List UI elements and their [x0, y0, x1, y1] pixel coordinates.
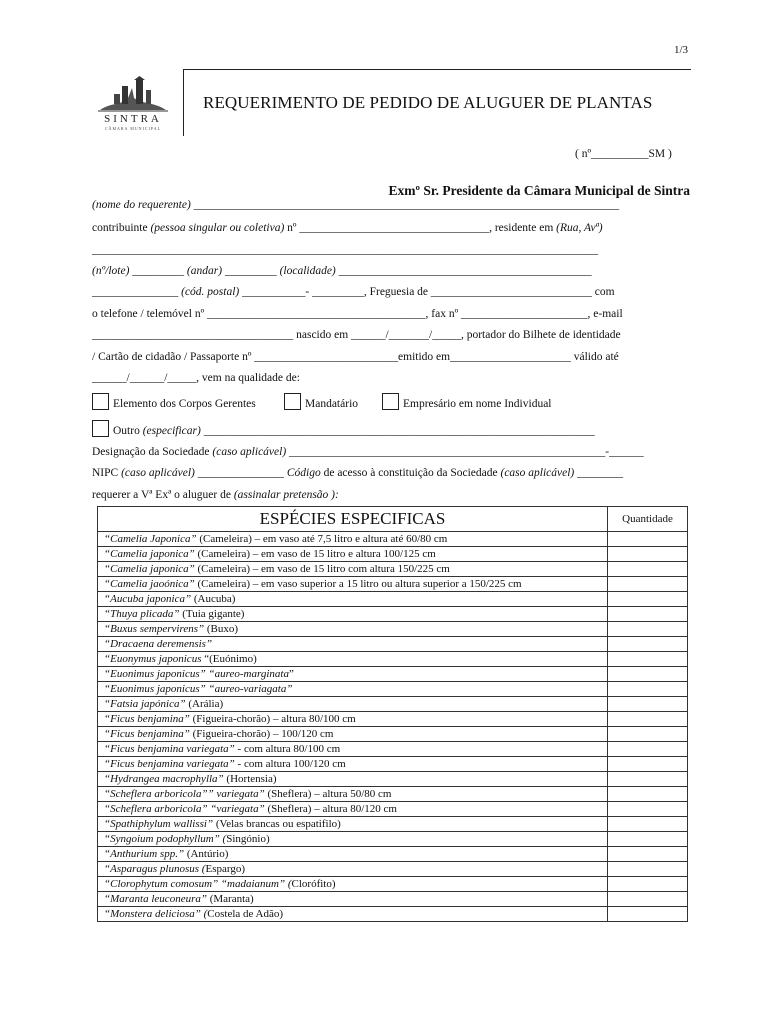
species-description: (Cameleira) – em vaso até 7,5 litro e altura até 60/80 cm — [196, 533, 448, 545]
logo-subtitle: CÂMARA MUNICIPAL — [104, 126, 162, 131]
species-cell — [98, 802, 608, 817]
table-row — [98, 727, 688, 742]
contribuinte-line[interactable] — [92, 222, 603, 234]
address-hint: (Rua, Avª) — [556, 222, 603, 234]
species-cell — [98, 757, 608, 772]
species-description: (Figueira-chorão) – altura 80/100 cm — [189, 713, 356, 725]
postal-freguesia-field[interactable]: ___________- _________, Freguesia de ____________________________ com — [239, 286, 615, 298]
species-name: “Euonymus japonicus — [104, 653, 202, 665]
species-name: “Thuya plicada” — [104, 608, 180, 620]
species-cell — [98, 787, 608, 802]
codigo-label: Código — [286, 467, 321, 479]
species-name: “Asparagus plunosus ( — [104, 863, 206, 875]
species-cell — [98, 832, 608, 847]
species-cell — [98, 847, 608, 862]
lote-field[interactable]: _________ — [129, 265, 187, 277]
quantity-cell[interactable] — [608, 787, 688, 802]
species-description: (Tuia gigante) — [179, 608, 245, 620]
quantity-cell[interactable] — [608, 577, 688, 592]
species-description: (Hortensia) — [223, 773, 277, 785]
codigo-field[interactable]: ________ — [574, 467, 624, 479]
quantity-cell[interactable] — [608, 607, 688, 622]
species-description: (Arália) — [185, 698, 224, 710]
species-name: “Dracaena deremensis” — [104, 638, 213, 650]
designacao-line[interactable] — [92, 446, 644, 458]
table-row — [98, 562, 688, 577]
quantity-cell[interactable] — [608, 877, 688, 892]
species-cell — [98, 742, 608, 757]
species-name: “Camelia japonica” — [104, 563, 195, 575]
species-cell — [98, 652, 608, 667]
quantity-header: Quantidade — [608, 507, 688, 532]
quantity-cell[interactable] — [608, 622, 688, 637]
species-table — [97, 506, 688, 922]
option-label: Mandatário — [305, 398, 359, 410]
table-row — [98, 697, 688, 712]
quantity-cell[interactable] — [608, 892, 688, 907]
table-row — [98, 832, 688, 847]
table-row — [98, 757, 688, 772]
id-document-line[interactable]: / Cartão de cidadão / Passaporte nº _________________________emitido em_____________________ válido até — [92, 351, 619, 363]
contribuinte-type: (pessoa singular ou coletiva) — [150, 222, 285, 234]
species-name: “Euonimus japonicus” “aureo-marginata — [104, 668, 289, 680]
species-cell — [98, 622, 608, 637]
checkbox[interactable] — [284, 393, 301, 410]
localidade-field[interactable]: ____________________________________________ — [335, 265, 592, 277]
quantity-cell[interactable] — [608, 802, 688, 817]
species-description: - com altura 80/100 cm — [234, 743, 341, 755]
species-cell — [98, 877, 608, 892]
species-cell — [98, 772, 608, 787]
species-name: “Clorophytum comosum” “madaianum” ( — [104, 878, 292, 890]
species-description: (Figueira-chorão) – 100/120 cm — [189, 728, 334, 740]
palace-logo-icon — [98, 76, 168, 114]
table-row — [98, 892, 688, 907]
phone-line[interactable]: o telefone / telemóvel nº ______________________________________, fax nº ______________________, e-mail — [92, 308, 623, 320]
localidade-label: (localidade) — [279, 265, 336, 277]
table-row — [98, 622, 688, 637]
species-name: “Scheflera arboricola”” variegata” — [104, 788, 265, 800]
species-description: (Antúrio) — [184, 848, 229, 860]
species-name: “Anthurium spp.” — [104, 848, 185, 860]
request-hint: (assinalar pretensão ): — [233, 489, 339, 501]
species-name: “Camelia Japonica” — [104, 533, 197, 545]
species-cell — [98, 817, 608, 832]
codigo-hint: (caso aplicável) — [500, 467, 575, 479]
quantity-cell[interactable] — [608, 652, 688, 667]
species-name: “Ficus benjamina” — [104, 713, 190, 725]
species-cell — [98, 547, 608, 562]
table-row — [98, 532, 688, 547]
checkbox[interactable] — [92, 420, 109, 437]
species-name: “Buxus sempervirens” — [104, 623, 205, 635]
species-description: (Sheflera) – altura 80/120 cm — [264, 803, 397, 815]
quantity-cell[interactable] — [608, 847, 688, 862]
species-cell — [98, 607, 608, 622]
quantity-cell[interactable] — [608, 817, 688, 832]
option-outro[interactable] — [92, 420, 595, 437]
requerente-label: (nome do requerente) — [92, 199, 191, 211]
postal-label: (cód. postal) — [181, 286, 240, 298]
table-row — [98, 637, 688, 652]
species-description: Singónio) — [226, 833, 270, 845]
address-line[interactable]: ________________________________________________________________________________________ — [92, 244, 598, 256]
quantity-cell[interactable] — [608, 907, 688, 922]
contribuinte-label: contribuinte — [92, 222, 151, 234]
species-name: “Hydrangea macrophylla” — [104, 773, 224, 785]
option-label: Empresário em nome Individual — [403, 398, 552, 410]
table-row — [98, 847, 688, 862]
quantity-cell[interactable] — [608, 682, 688, 697]
species-cell — [98, 697, 608, 712]
quantity-cell[interactable] — [608, 697, 688, 712]
designacao-field[interactable]: _______________________________________________________-______ — [286, 446, 644, 458]
quantity-cell[interactable] — [608, 637, 688, 652]
quantity-cell[interactable] — [608, 592, 688, 607]
addressee: Exmº Sr. Presidente da Câmara Municipal de Sintra — [388, 183, 690, 198]
contribuinte-field[interactable]: nº _________________________________, residente em — [284, 222, 557, 234]
species-description: Clorófito) — [291, 878, 336, 890]
species-description: - com altura 100/120 cm — [234, 758, 346, 770]
species-description: (Cameleira) – em vaso superior a 15 litro ou altura superior a 150/225 cm — [194, 578, 522, 590]
species-description: (Sheflera) – altura 50/80 cm — [264, 788, 392, 800]
birth-line[interactable]: ___________________________________ nascido em ______/_______/_____, portador do Bilhete de identidade — [92, 329, 621, 341]
species-description: “(Euónimo) — [201, 653, 257, 665]
table-row — [98, 802, 688, 817]
species-name: “Euonimus japonicus” “aureo-variagata” — [104, 683, 293, 695]
species-name: “Ficus benjamina” — [104, 728, 190, 740]
species-header: ESPÉCIES ESPECIFICAS — [98, 507, 608, 532]
option-empresario[interactable] — [382, 393, 552, 410]
table-row — [98, 592, 688, 607]
request-text: requerer a Vª Exª o aluguer de — [92, 489, 234, 501]
species-description: Espargo) — [205, 863, 245, 875]
species-name: “Fatsia japónica” — [104, 698, 186, 710]
table-row — [98, 547, 688, 562]
species-cell — [98, 727, 608, 742]
species-cell — [98, 592, 608, 607]
species-cell — [98, 682, 608, 697]
table-row — [98, 607, 688, 622]
table-row — [98, 907, 688, 922]
quantity-cell[interactable] — [608, 772, 688, 787]
quantity-cell[interactable] — [608, 667, 688, 682]
species-description: (Cameleira) – em vaso de 15 litro com altura 150/225 cm — [194, 563, 450, 575]
species-name: “Camelia japonica” — [104, 548, 195, 560]
quantity-cell[interactable] — [608, 757, 688, 772]
species-description: (Buxo) — [204, 623, 239, 635]
table-row — [98, 652, 688, 667]
requerente-line[interactable] — [92, 199, 619, 211]
page-number: 1/3 — [673, 44, 688, 56]
species-cell — [98, 532, 608, 547]
document-title: REQUERIMENTO DE PEDIDO DE ALUGUER DE PLANTAS — [203, 93, 653, 112]
quantity-cell[interactable] — [608, 547, 688, 562]
table-row — [98, 682, 688, 697]
table-row — [98, 577, 688, 592]
nipc-label: NIPC — [92, 467, 122, 479]
species-name: “Spathiphylum wallissi” — [104, 818, 214, 830]
species-name: “Ficus benjamina variegata” — [104, 758, 235, 770]
species-description: (Cameleira) – em vaso de 15 litro e altura 100/125 cm — [194, 548, 436, 560]
option-label: Elemento dos Corpos Gerentes — [113, 398, 256, 410]
quantity-cell[interactable] — [608, 727, 688, 742]
postal-line[interactable] — [92, 286, 615, 298]
species-cell — [98, 562, 608, 577]
table-row — [98, 772, 688, 787]
species-name: “Aucuba japonica” — [104, 593, 192, 605]
species-cell — [98, 667, 608, 682]
outro-field[interactable]: ____________________________________________________________________ — [200, 425, 595, 437]
quantity-cell[interactable] — [608, 712, 688, 727]
species-name: “Maranta leuconeura” — [104, 893, 207, 905]
species-cell — [98, 862, 608, 877]
designacao-label: Designação da Sociedade — [92, 446, 213, 458]
species-name: “Scheflera arboricola” “variegata” — [104, 803, 265, 815]
species-description: (Aucuba) — [191, 593, 236, 605]
option-corpos-gerentes[interactable] — [92, 393, 256, 410]
species-cell — [98, 892, 608, 907]
lote-line[interactable] — [92, 265, 592, 277]
quantity-cell[interactable] — [608, 562, 688, 577]
checkbox[interactable] — [382, 393, 399, 410]
species-description: Costela de Adão) — [207, 908, 284, 920]
table-row — [98, 787, 688, 802]
table-row — [98, 667, 688, 682]
outro-hint: (especificar) — [142, 425, 201, 437]
species-cell — [98, 637, 608, 652]
option-mandatario[interactable] — [284, 393, 358, 410]
andar-label: (andar) — [186, 265, 223, 277]
nipc-line[interactable] — [92, 467, 623, 479]
species-name: “Monstera deliciosa” ( — [104, 908, 208, 920]
table-row — [98, 712, 688, 727]
table-row — [98, 742, 688, 757]
codigo-text: de acesso à constituição da Sociedade — [320, 467, 501, 479]
logo-wordmark: SINTRA — [104, 113, 162, 125]
quantity-cell[interactable] — [608, 862, 688, 877]
andar-field[interactable]: _________ — [222, 265, 280, 277]
species-description: (Maranta) — [206, 893, 254, 905]
sintra-logo — [98, 76, 168, 132]
reference-number: ( nº__________SM ) — [575, 148, 672, 160]
lote-label: (nº/lote) — [92, 265, 130, 277]
requerente-field[interactable]: __________________________________________________________________________ — [190, 199, 620, 211]
species-cell — [98, 712, 608, 727]
quantity-cell[interactable] — [608, 832, 688, 847]
nipc-field[interactable]: _______________ — [194, 467, 287, 479]
species-name: “Ficus benjamina variegata” — [104, 743, 235, 755]
table-row — [98, 862, 688, 877]
checkbox[interactable] — [92, 393, 109, 410]
nipc-hint: (caso aplicável) — [121, 467, 195, 479]
species-cell — [98, 577, 608, 592]
species-description: (Velas brancas ou espatifilo) — [213, 818, 341, 830]
quantity-cell[interactable] — [608, 532, 688, 547]
species-name: “Camelia jaoónica” — [104, 578, 195, 590]
species-description: ” — [288, 668, 294, 680]
option-label: Outro — [113, 425, 143, 437]
table-row — [98, 877, 688, 892]
species-cell — [98, 907, 608, 922]
species-name: “Syngoium podophyllum” ( — [104, 833, 227, 845]
table-row — [98, 817, 688, 832]
designacao-hint: (caso aplicável) — [212, 446, 287, 458]
postal-prefix-field[interactable]: _______________ — [92, 286, 182, 298]
request-line — [92, 489, 339, 501]
quantity-cell[interactable] — [608, 742, 688, 757]
validity-line[interactable]: ______/______/_____, vem na qualidade de: — [92, 372, 300, 384]
